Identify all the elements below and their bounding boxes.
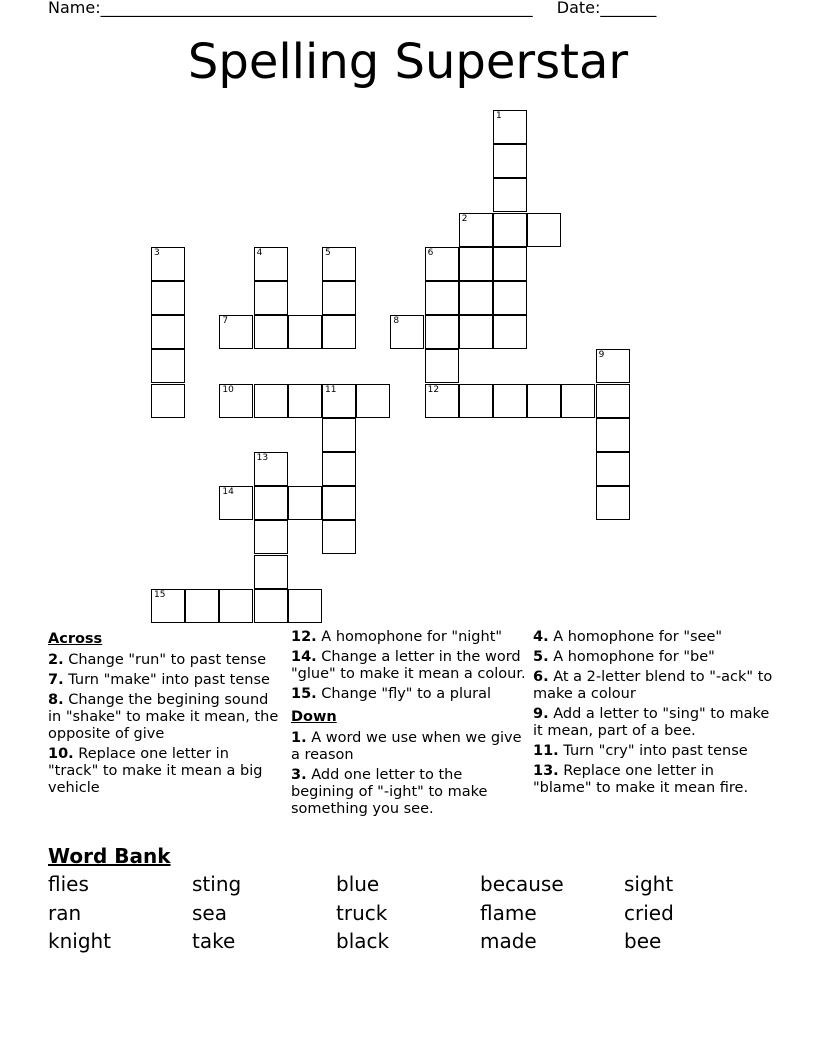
word-bank-item: blue [336,872,380,896]
clue-text: Change "fly" to a plural [321,686,492,702]
word-bank-item: flies [48,872,89,896]
clue-number-label: 4. [533,629,549,645]
clue-number: 5 [325,247,331,258]
crossword-cell[interactable] [219,384,253,418]
clue-text: Add one letter to the begining of "-ight" to make something you see. [291,767,488,817]
clue-text: Replace one letter in "track" to make it mean a big vehicle [48,746,263,796]
crossword-cell[interactable] [561,384,595,418]
crossword-cell[interactable] [459,384,493,418]
crossword-cell[interactable] [356,384,390,418]
clue-text: Turn "cry" into past tense [563,743,748,759]
clue-number: 10 [222,384,234,395]
crossword-cell[interactable] [254,486,288,520]
clue-item [291,730,526,764]
clues-column-1 [48,629,280,800]
clue-text: A homophone for "night" [321,629,503,645]
word-bank-item: sight [624,872,674,896]
word-bank-item: made [480,929,537,953]
crossword-cell[interactable] [425,315,459,349]
clue-number: 12 [427,384,440,395]
clue-number: 6 [427,247,434,258]
word-bank-item: black [336,929,390,953]
clue-item [533,706,773,740]
crossword-cell[interactable] [288,315,322,349]
word-bank-item: truck [336,900,388,925]
crossword-cell[interactable] [185,589,219,623]
word-bank-item: ran [48,900,82,925]
crossword-cell[interactable] [254,520,288,554]
clue-number-label: 13. [533,763,559,779]
crossword-cell[interactable] [596,452,630,486]
clue-number-label: 14. [291,649,317,665]
clue-number-label: 8. [48,692,64,708]
crossword-cell[interactable] [322,418,356,452]
crossword-cell[interactable] [322,452,356,486]
crossword-cell[interactable] [493,144,527,178]
word-bank-item: cried [624,900,674,925]
crossword-cell[interactable] [219,486,253,520]
name-line[interactable]: ______________________________________________________ [100,0,533,17]
clue-text: A homophone for "be" [553,649,715,665]
clue-number: 13 [256,453,269,463]
crossword-cell[interactable] [151,384,185,418]
crossword-cell[interactable] [425,384,459,418]
crossword-cell[interactable] [425,281,459,315]
crossword-cell[interactable] [425,349,459,383]
clue-item [291,686,526,703]
crossword-cell[interactable] [254,384,288,418]
clue-text: A homophone for "see" [553,629,723,645]
clues-column-3 [533,629,773,800]
word-bank-item: take [192,929,236,953]
crossword-cell[interactable] [151,349,185,383]
across-heading: Across [48,631,103,647]
crossword-cell[interactable] [151,281,185,315]
word-bank-item: because [480,872,564,896]
crossword-cell[interactable] [322,384,356,418]
clue-number-label: 9. [533,706,549,722]
clue-number-label: 1. [291,730,307,746]
crossword-cell[interactable] [459,281,493,315]
down-heading: Down [291,709,337,725]
crossword-cell[interactable] [288,486,322,520]
clue-number: 7 [222,316,229,327]
clue-item [291,629,526,646]
clue-text: At a 2-letter blend to "-ack" to make a colour [533,669,773,702]
crossword-cell[interactable] [322,315,356,349]
word-bank-item: sting [192,872,242,896]
clue-text: Change a letter in the word "glue" to make it mean a colour. [291,649,526,682]
clue-number-label: 7. [48,672,64,688]
crossword-cell[interactable] [493,315,527,349]
clue-number: 1 [496,111,502,121]
clue-item [48,746,280,797]
crossword-cell[interactable] [493,213,527,247]
crossword-cell[interactable] [527,384,561,418]
crossword-cell[interactable] [151,589,185,623]
crossword-cell[interactable] [596,418,630,452]
clue-item [533,743,773,760]
date-label: Date: [556,0,601,17]
clue-text: Replace one letter in "blame" to make it mean fire. [533,763,749,796]
crossword-cell[interactable] [288,589,322,623]
crossword-cell[interactable] [459,315,493,349]
crossword-cell[interactable] [219,315,253,349]
clue-number-label: 6. [533,669,549,685]
clue-text: Turn "make" into past tense [68,672,270,688]
crossword-cell[interactable] [493,247,527,281]
crossword-cell[interactable] [219,589,253,623]
clue-number-label: 3. [291,767,307,783]
crossword-cell[interactable] [390,315,424,349]
clue-number: 15 [154,589,166,600]
crossword-cell[interactable] [493,281,527,315]
crossword-cell[interactable] [596,384,630,418]
clue-number-label: 15. [291,686,317,702]
crossword-cell[interactable] [493,178,527,212]
word-bank-item: sea [192,900,227,925]
crossword-cell[interactable] [322,281,356,315]
clue-item [533,669,773,703]
clues-column-2 [291,629,526,821]
clue-number: 3 [154,247,160,258]
crossword-cell[interactable] [288,384,322,418]
crossword-cell[interactable] [322,486,356,520]
clue-text: Add a letter to "sing" to make it mean, part of a bee. [533,706,770,739]
crossword-cell[interactable] [596,486,630,520]
clue-number: 4 [256,247,263,258]
clue-text: Change the begining sound in "shake" to make it mean, the opposite of give [48,692,279,742]
clue-item [533,763,773,797]
clue-item [533,629,773,646]
name-label: Name: [48,0,101,17]
clue-item [48,652,280,669]
crossword-cell[interactable] [459,213,493,247]
crossword-cell[interactable] [254,281,288,315]
clue-number-label: 11. [533,743,559,759]
crossword-cell[interactable] [254,247,288,281]
clue-text: Change "run" to past tense [68,652,267,668]
word-bank-item: bee [624,929,662,953]
crossword-cell[interactable] [254,555,288,589]
crossword-cell[interactable] [254,589,288,623]
clue-number-label: 10. [48,746,74,762]
clue-item [533,649,773,666]
date-line[interactable]: _______ [600,0,657,17]
crossword-cell[interactable] [527,213,561,247]
crossword-cell[interactable] [254,452,288,486]
clue-number: 14 [222,487,234,498]
clue-number-label: 2. [48,652,64,668]
crossword-cell[interactable] [493,384,527,418]
clue-item [48,672,280,689]
clue-number: 11 [325,384,337,395]
crossword-cell[interactable] [151,247,185,281]
clue-item [291,649,526,683]
word-bank-title: Word Bank [48,844,171,868]
clue-item [291,767,526,818]
crossword-cell[interactable] [459,247,493,281]
crossword-cell[interactable] [322,520,356,554]
clue-text: A word we use when we give a reason [291,730,522,763]
clue-number: 8 [393,316,400,327]
clue-number: 2 [461,213,468,224]
crossword-cell[interactable] [596,349,630,383]
crossword-cell[interactable] [322,247,356,281]
crossword-cell[interactable] [493,110,527,144]
word-bank [48,872,768,958]
page-title: Spelling Superstar [187,34,629,90]
word-bank-item: knight [48,929,112,953]
clue-number-label: 5. [533,649,549,665]
crossword-cell[interactable] [254,315,288,349]
clue-item [48,692,280,743]
crossword-cell[interactable] [425,247,459,281]
crossword-cell[interactable] [151,315,185,349]
word-bank-item: flame [480,900,537,925]
clue-number-label: 12. [291,629,317,645]
clue-number: 9 [598,350,605,361]
